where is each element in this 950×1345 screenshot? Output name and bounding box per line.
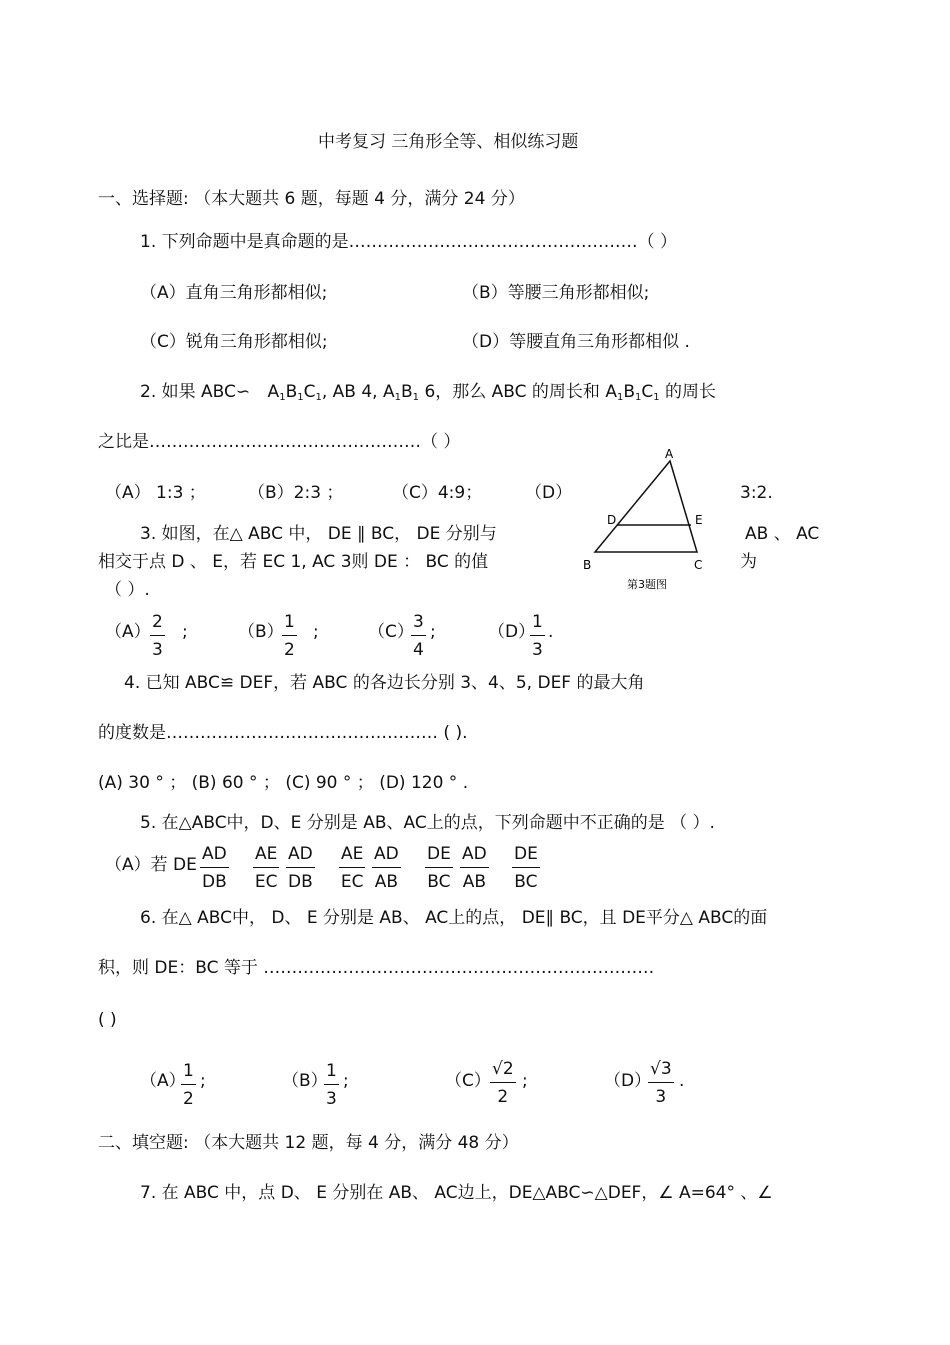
q3-option-d-fraction: $\frac{1}{3}$ bbox=[532, 612, 543, 660]
q2-option-b: （B）2:3 ； bbox=[248, 483, 344, 503]
q6-line1: 6. 在△ ABC中， D、 E 分别是 AB、 AC上的点， DE∥ BC，且 DE平分△ ABC的面 bbox=[140, 908, 768, 928]
q5-fraction-2: $\frac{AE}{EC}$ bbox=[254, 844, 278, 892]
q3-option-d: （D） bbox=[488, 622, 536, 642]
q6-sep-d: . bbox=[679, 1071, 685, 1091]
q6-option-a-fraction: $\frac{1}{2}$ bbox=[183, 1061, 194, 1109]
q6-option-b-fraction: $\frac{1}{3}$ bbox=[326, 1061, 337, 1109]
q1-option-c: （C）锐角三角形都相似; bbox=[140, 332, 328, 352]
q4-choices: (A) 30 ° ； (B) 60 ° ； (C) 90 ° ； (D) 120 ° . bbox=[98, 773, 469, 793]
q5-fraction-5: $\frac{AD}{AB}$ bbox=[374, 844, 399, 892]
q3-option-b-fraction: $\frac{1}{2}$ bbox=[284, 612, 295, 660]
label-b: B bbox=[583, 558, 592, 572]
q3-line1-right: AB 、 AC bbox=[745, 524, 820, 544]
q6-option-c: （C） bbox=[445, 1071, 491, 1091]
q6-option-b: （B） bbox=[282, 1071, 328, 1091]
q1-option-d: （D）等腰直角三角形都相似 . bbox=[462, 332, 690, 352]
q5-fraction-3: $\frac{AD}{DB}$ bbox=[287, 844, 313, 892]
q5-fraction-7: $\frac{AD}{AB}$ bbox=[462, 844, 487, 892]
q6-sep-a: ; bbox=[200, 1071, 206, 1091]
q6-option-a: （A） bbox=[140, 1071, 186, 1091]
q5-option-a: （A）若 DE bbox=[105, 855, 197, 875]
label-c: C bbox=[694, 558, 703, 572]
label-e: E bbox=[695, 513, 703, 527]
q5-fraction-8: $\frac{DE}{BC}$ bbox=[514, 844, 538, 892]
figure-caption: 第3题图 bbox=[627, 578, 667, 591]
q2-option-d: （D） bbox=[525, 483, 573, 503]
label-a: A bbox=[665, 447, 674, 461]
q3-figure bbox=[575, 445, 725, 595]
q1-stem: 1. 下列命题中是真命题的是……………………………………………（ ） bbox=[140, 232, 678, 252]
q5-fraction-4: $\frac{AE}{EC}$ bbox=[340, 844, 364, 892]
label-d: D bbox=[607, 513, 617, 527]
page-title: 中考复习 三角形全等、相似练习题 bbox=[318, 132, 579, 152]
q6-option-d-fraction: $\frac{√3}{3}$ bbox=[650, 1059, 672, 1107]
q2-option-d-value: 3:2. bbox=[740, 483, 773, 503]
q3-sep-a: ; bbox=[182, 622, 188, 642]
q2-option-c: （C）4:9； bbox=[392, 483, 483, 503]
q3-sep-b: ; bbox=[313, 622, 319, 642]
q3-option-a: （A） bbox=[105, 622, 151, 642]
q5-stem: 5. 在△ABC中，D、E 分别是 AB、AC上的点，下列命题中不正确的是 （ ）. bbox=[140, 813, 715, 833]
section-heading-fill: 二、填空题: （本大题共 12 题，每 4 分，满分 48 分） bbox=[98, 1133, 519, 1153]
q2-option-a: （A） 1:3 ； bbox=[105, 483, 206, 503]
q3-line2-right: 为 bbox=[740, 552, 757, 572]
q2-line1: 2. 如果 ABC∽ $A_1B_1C_1$, AB 4, $A_1B_1$ 6，那么 ABC 的周长和 $A_1B_1C_1$ 的周长 bbox=[140, 382, 717, 403]
q2-line2: 之比是…………………………………………（ ） bbox=[98, 432, 461, 452]
q6-line3: ( ) bbox=[98, 1010, 117, 1030]
q6-option-d: （D） bbox=[604, 1071, 652, 1091]
q4-line1: 4. 已知 ABC≌ DEF，若 ABC 的各边长分别 3、4、5, DEF 的最大角 bbox=[124, 673, 645, 693]
q1-option-b: （B）等腰三角形都相似; bbox=[462, 283, 650, 303]
q5-fraction-1: $\frac{AD}{DB}$ bbox=[201, 844, 227, 892]
q3-line1: 3. 如图，在△ ABC 中， DE ∥ BC， DE 分别与 bbox=[140, 524, 497, 544]
q6-option-c-fraction: $\frac{√2}{2}$ bbox=[492, 1059, 514, 1107]
q3-option-b: （B） bbox=[238, 622, 284, 642]
q6-sep-c: ; bbox=[522, 1071, 528, 1091]
q3-line2: 相交于点 D 、 E，若 EC 1, AC 3则 DE ： BC 的值 bbox=[98, 552, 489, 572]
section-heading-choice: 一、选择题: （本大题共 6 题，每题 4 分，满分 24 分） bbox=[98, 189, 525, 209]
q3-sep-d: . bbox=[548, 622, 554, 642]
q1-option-a: （A）直角三角形都相似; bbox=[140, 283, 328, 303]
q7-line1: 7. 在 ABC 中，点 D、 E 分别在 AB、 AC边上，DE△ABC∽△DEF，∠ A=64° 、∠ bbox=[140, 1183, 773, 1203]
q3-option-c: （C） bbox=[368, 622, 414, 642]
q3-option-a-fraction: $\frac{2}{3}$ bbox=[152, 612, 163, 660]
q5-fraction-6: $\frac{DE}{BC}$ bbox=[427, 844, 451, 892]
triangle-abc bbox=[595, 461, 697, 552]
q6-line2: 积，则 DE：BC 等于 …………………………………………………………… bbox=[98, 958, 655, 978]
q4-line2: 的度数是………………………………………… ( ). bbox=[98, 723, 468, 743]
q3-sep-c: ; bbox=[430, 622, 436, 642]
q3-option-c-fraction: $\frac{3}{4}$ bbox=[413, 612, 424, 660]
q6-sep-b: ; bbox=[343, 1071, 349, 1091]
q3-line3: （ ）. bbox=[105, 580, 150, 600]
